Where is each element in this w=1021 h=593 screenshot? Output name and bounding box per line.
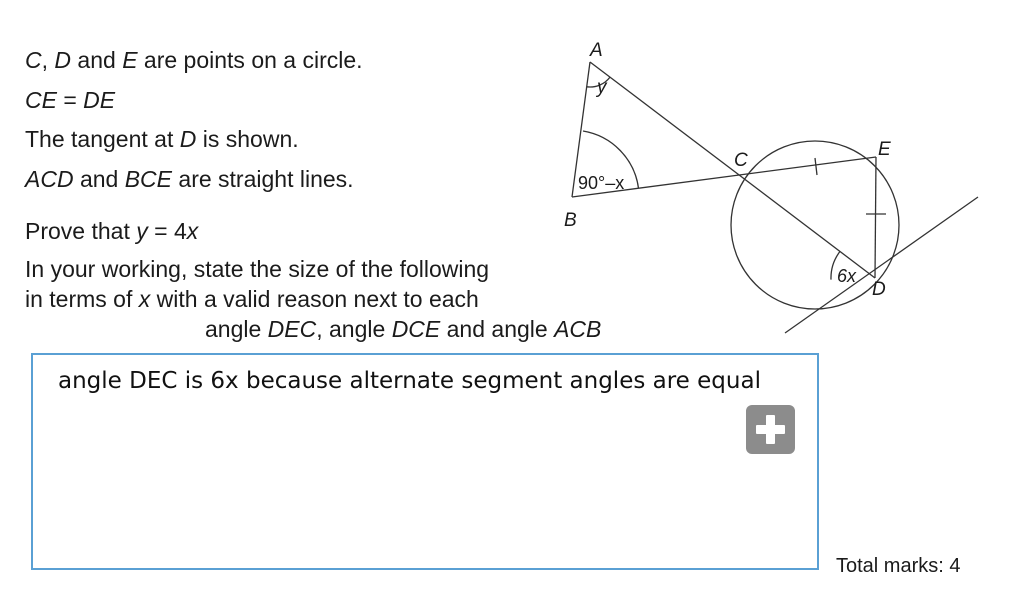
q7-c: with a valid reason next to each xyxy=(150,286,479,312)
q6-text: In your working, state the size of the following xyxy=(25,256,490,282)
q8-acb: ACB xyxy=(554,316,602,342)
q5-x: x xyxy=(186,218,199,244)
angle-y-label: y xyxy=(597,77,607,98)
q8-dec: DEC xyxy=(267,316,317,342)
q5-y: y xyxy=(136,218,148,244)
q8-a: angle xyxy=(205,316,268,342)
q1-e: E xyxy=(122,47,138,73)
q4-rest: are straight lines. xyxy=(172,166,354,192)
label-d: D xyxy=(872,279,886,300)
answer-textbox[interactable] xyxy=(31,353,819,570)
q1-rest: are points on a circle. xyxy=(137,47,363,73)
q4-bce: BCE xyxy=(124,166,173,192)
q1-sep: , xyxy=(41,47,55,73)
q1-d: D xyxy=(54,47,72,73)
q5-a: Prove that xyxy=(25,218,137,244)
q2-de: DE xyxy=(83,87,116,113)
label-e: E xyxy=(878,139,891,160)
q8-dce: DCE xyxy=(391,316,441,342)
q4-acd: ACD xyxy=(25,166,74,192)
chord-ed xyxy=(875,157,876,278)
q4-and: and xyxy=(73,166,125,192)
add-button[interactable] xyxy=(746,405,795,454)
q7-x: x xyxy=(138,286,151,312)
q2-ce: CE xyxy=(25,87,57,113)
q5-eq: = 4 xyxy=(147,218,187,244)
q2-eq: = xyxy=(56,87,84,113)
q8-c: , angle xyxy=(316,316,392,342)
label-a: A xyxy=(590,40,603,61)
q1-and: and xyxy=(71,47,123,73)
q1-c: C xyxy=(25,47,42,73)
label-c: C xyxy=(734,150,748,171)
angle-b-label: 90°–x xyxy=(578,173,625,193)
q8-e: and angle xyxy=(440,316,555,342)
total-marks: Total marks: 4 xyxy=(836,555,961,577)
q7-a: in terms of xyxy=(25,286,139,312)
q3-c: is shown. xyxy=(196,126,299,152)
q3-a: The tangent at xyxy=(25,126,180,152)
label-b: B xyxy=(564,210,577,231)
tangent-line xyxy=(785,197,978,333)
tick-ce xyxy=(815,158,817,175)
q3-d: D xyxy=(179,126,197,152)
angle-d-label: 6x xyxy=(837,266,857,286)
answer-text[interactable]: angle DEC is 6x because alternate segment angles are equal xyxy=(58,368,761,394)
